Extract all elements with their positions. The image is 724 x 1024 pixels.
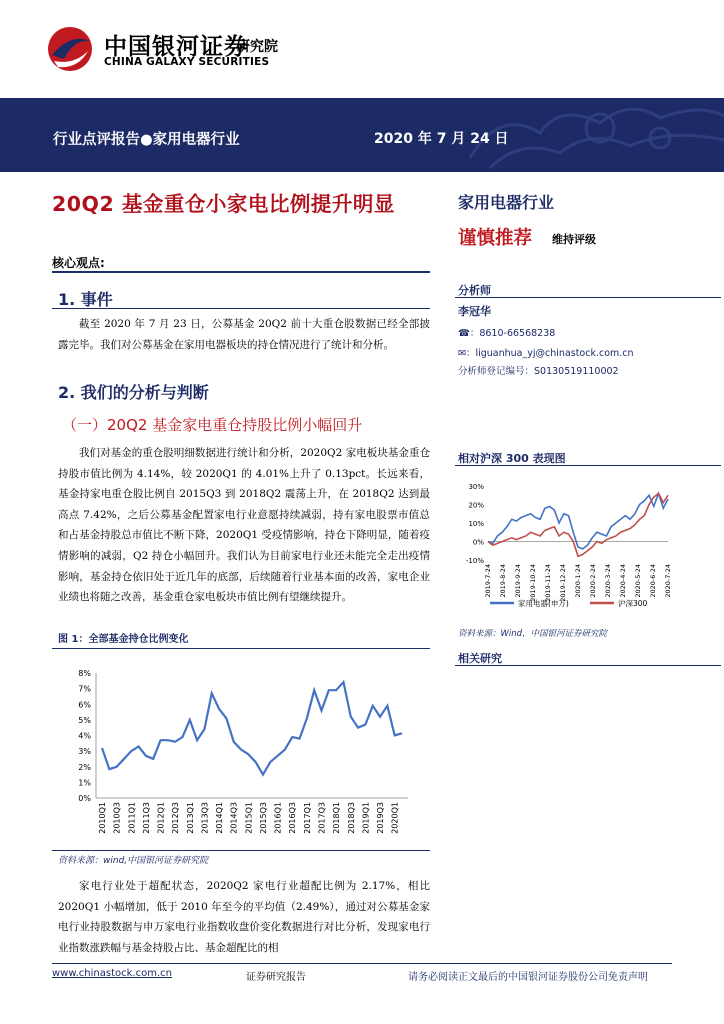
rating: 谨慎推荐 — [458, 228, 533, 249]
x-tick-label: 2010Q3 — [112, 802, 122, 834]
performance-source: 资料来源：Wind，中国银河证券研究院 — [458, 629, 608, 639]
mail-icon: ✉ — [458, 348, 466, 359]
logo-institute: 研究院 — [236, 39, 278, 55]
x-tick-label: 2020-3-24 — [604, 564, 612, 598]
x-tick-label: 2020-1-24 — [574, 564, 582, 598]
paragraph-3: 家电行业处于超配状态，2020Q2 家电行业超配比例为 2.17%，相比 2020Q1 小幅增加，低于 2010 年至今的平均值（2.49%），通过对公募基金家电行业持股数据与申万家电行业指数收盘价变化数据进行对比分析，发现家电行业指数涨跌幅与基金持股占比、基金超配比的相 — [58, 880, 430, 954]
x-tick-label: 2019-10-24 — [529, 564, 537, 602]
section-1-heading: 1. 事件 — [58, 290, 113, 309]
x-tick-label: 2019-9-24 — [514, 564, 522, 598]
x-tick-label: 2010Q1 — [98, 802, 107, 834]
x-tick-label: 2016Q1 — [273, 802, 283, 834]
y-tick-label: 7% — [78, 684, 91, 694]
y-tick-label: 2% — [78, 762, 91, 772]
figure-1-label: 图 1：全部基金持仓比例变化 — [58, 634, 189, 645]
rating-note: 维持评级 — [552, 233, 596, 246]
x-tick-label: 2013Q1 — [185, 802, 195, 834]
logo-chinese-name: 中国银河证券 — [104, 34, 248, 60]
series-line — [102, 682, 402, 775]
related-research-heading: 相关研究 — [458, 652, 502, 665]
x-tick-label: 2012Q1 — [156, 802, 166, 834]
report-date: 2020 年 7 月 24 日 — [374, 131, 509, 147]
y-tick-label: 8% — [78, 669, 91, 678]
logo-english-name: CHINA GALAXY SECURITIES — [104, 56, 270, 68]
y-tick-label: 5% — [78, 715, 91, 725]
x-tick-label: 2020-6-24 — [649, 564, 657, 598]
section-2-text: 我们对基金的重仓股明细数据进行统计和分析，2020Q2 家电板块基金重仓持股市值比例为 4.14%，较 2020Q1 的 4.01%上升了 0.13pct。长远来看，基金持家电重仓股比例自 2015Q3 到 2018Q2 震荡上升，在 2018Q2 达到最高点 7.42%，之后公募基金配置家电行业意愿持续减弱，持有家电股票市值总和占基金持股总市值比不断下降，2020Q1 受疫情影响，持仓下降明显，随着疫情影响的减弱，Q2 持仓小幅回升。我们认为目前家电行业还未能完全走出疫情影响，基金持仓依旧处于近几年的底部，后续随着行业基本面的改善，家电企业业绩也将随之改善，基金重仓家电板块市值比例有望继续提升。 — [58, 447, 430, 604]
performance-heading: 相对沪深 300 表现图 — [458, 452, 566, 465]
x-tick-label: 2018Q3 — [346, 802, 356, 834]
phone-icon: ☎ — [458, 328, 470, 339]
x-tick-label: 2019-12-24 — [559, 564, 567, 602]
x-tick-label: 2020Q1 — [390, 802, 400, 834]
fund-holding-chart — [58, 665, 430, 847]
y-tick-label: 30% — [468, 483, 484, 491]
x-tick-label: 2020-5-24 — [634, 564, 642, 598]
x-tick-label: 2014Q1 — [215, 802, 225, 834]
divider — [455, 665, 721, 666]
x-tick-label: 2015Q3 — [258, 802, 268, 834]
industry-name: 家用电器行业 — [458, 193, 555, 212]
analyst-email[interactable]: ✉：liguanhua_yj@chinastock.com.cn — [458, 348, 634, 359]
y-tick-label: 1% — [78, 778, 91, 788]
divider — [52, 271, 430, 273]
galaxy-logo-icon — [44, 25, 96, 73]
x-tick-label: 2020-4-24 — [619, 564, 627, 598]
x-tick-label: 2019-11-24 — [544, 564, 552, 602]
x-tick-label: 2014Q3 — [229, 802, 239, 834]
divider — [455, 297, 721, 298]
x-tick-label: 2019-8-24 — [499, 564, 507, 598]
section-2-heading: 2. 我们的分析与判断 — [58, 383, 209, 402]
divider — [52, 963, 672, 964]
x-tick-label: 2018Q1 — [332, 802, 342, 834]
x-tick-label: 2020-2-24 — [589, 564, 597, 598]
x-tick-label: 2019Q1 — [361, 802, 371, 834]
relative-performance-chart — [456, 476, 718, 616]
x-tick-label: 2016Q3 — [288, 802, 298, 834]
y-tick-label: 6% — [78, 700, 91, 710]
footer-disclaimer: 请务必阅读正文最后的中国银河证券股份公司免责声明 — [408, 972, 648, 983]
y-tick-label: 0% — [78, 794, 91, 803]
analyst-heading: 分析师 — [458, 284, 491, 297]
figure-1-source: 资料来源：wind,中国银河证券研究院 — [58, 856, 209, 866]
legend-label: 沪深300 — [618, 599, 648, 608]
x-tick-label: 2019-7-24 — [484, 564, 492, 598]
divider — [52, 850, 430, 851]
x-tick-label: 2011Q3 — [141, 802, 151, 834]
y-tick-label: 0% — [472, 538, 484, 547]
y-tick-label: 20% — [468, 501, 484, 510]
section-2-subheading: （一）20Q2 基金家电重仓持股比例小幅回升 — [62, 416, 363, 434]
section-1-text: 截至 2020 年 7 月 23 日，公募基金 20Q2 前十大重仓股数据已经全部披露完毕。我们对公募基金在家用电器板块的持仓情况进行了统计和分析。 — [58, 318, 430, 351]
divider — [52, 308, 430, 309]
x-tick-label: 2011Q1 — [127, 802, 137, 834]
analyst-name: 李冠华 — [458, 305, 491, 318]
series-line-0 — [488, 493, 668, 549]
x-tick-label: 2012Q3 — [171, 802, 181, 834]
report-title: 20Q2 基金重仓小家电比例提升明显 — [52, 192, 395, 216]
x-tick-label: 2020-7-24 — [664, 564, 672, 598]
x-tick-label: 2017Q1 — [302, 802, 312, 834]
footer-website-link[interactable]: www.chinastock.com.cn — [52, 968, 172, 979]
x-tick-label: 2015Q1 — [244, 802, 254, 834]
analyst-phone: ☎：8610-66568238 — [458, 328, 556, 339]
x-tick-label: 2017Q3 — [317, 802, 327, 834]
y-tick-label: -10% — [465, 557, 484, 565]
y-tick-label: 3% — [78, 747, 91, 757]
divider — [52, 648, 430, 649]
report-type-label: 行业点评报告●家用电器行业 — [53, 132, 240, 148]
core-view-label: 核心观点: — [52, 256, 105, 270]
y-tick-label: 4% — [78, 731, 91, 741]
divider — [455, 465, 721, 466]
footer-report-type: 证券研究报告 — [246, 972, 306, 983]
legend-label: 家用电器(申万) — [518, 599, 569, 608]
analyst-cert: 分析师登记编号：S0130519110002 — [458, 366, 619, 377]
x-tick-label: 2013Q3 — [200, 802, 210, 834]
x-tick-label: 2019Q3 — [376, 802, 386, 834]
y-tick-label: 10% — [468, 520, 484, 528]
